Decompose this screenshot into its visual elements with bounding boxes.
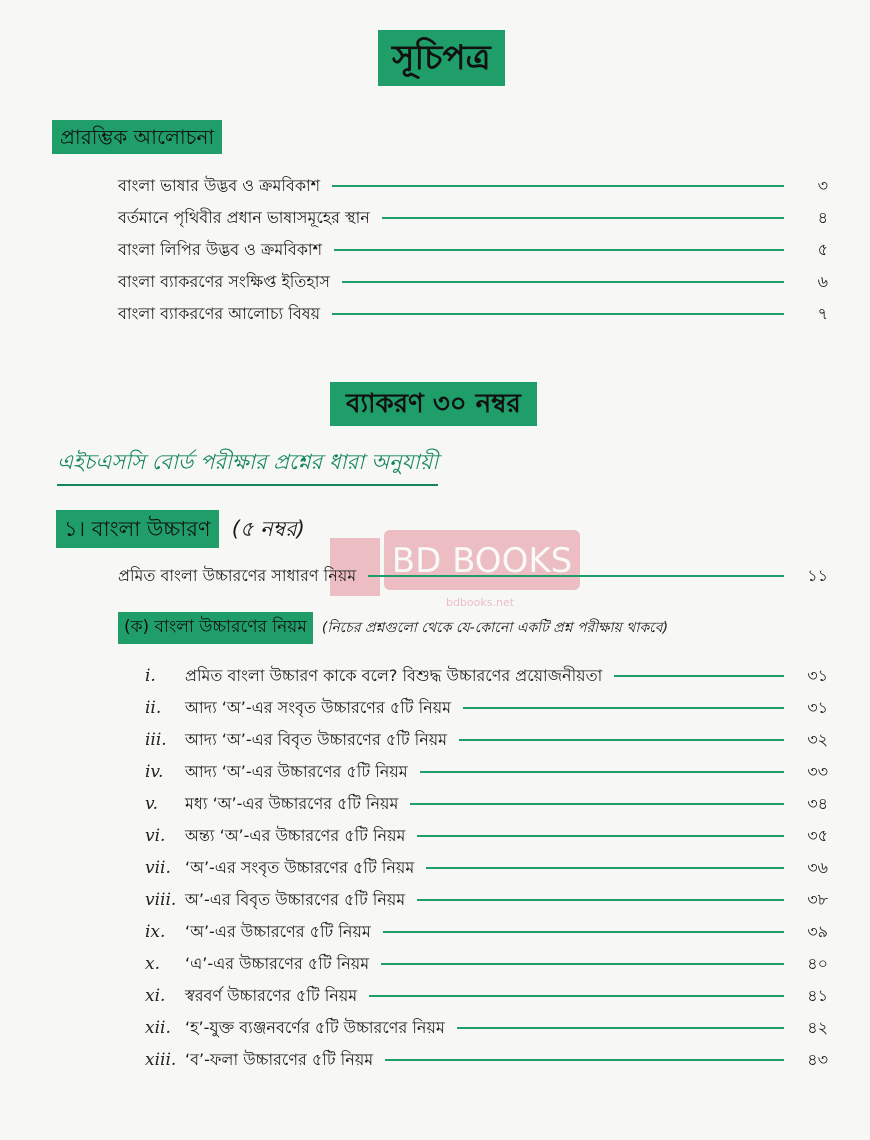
exam-pattern-subtitle: এইচএসসি বোর্ড পরীক্ষার প্রশ্নের ধারা অনুযায়ী [57, 446, 438, 486]
page-number: ৩৬ [807, 857, 828, 877]
toc-subentry[interactable] [145, 662, 828, 690]
watermark-site: bdbooks.net [445, 596, 515, 609]
toc-subentry[interactable] [145, 758, 828, 786]
item-numeral: xiii. [145, 1050, 177, 1070]
toc-subentry[interactable] [145, 886, 828, 914]
subsection-header [118, 612, 668, 644]
toc-entry-text: প্রমিত বাংলা উচ্চারণ কাকে বলে? বিশুদ্ধ উচ্চারণের প্রয়োজনীয়তা [185, 665, 603, 685]
page-number: ৬ [817, 271, 828, 291]
toc-entry-text: বর্তমানে পৃথিবীর প্রধান ভাষাসমূহের স্থান [118, 207, 370, 227]
page-number: ১১ [807, 565, 828, 585]
toc-entry-text: মধ্য ‘অ’-এর উচ্চারণের ৫টি নিয়ম [185, 793, 399, 813]
item-numeral: ii. [145, 698, 162, 718]
toc-subentry[interactable] [145, 694, 828, 722]
page-number: ৪৩ [807, 1049, 828, 1069]
section-1-label: ১। বাংলা উচ্চারণ [56, 510, 219, 548]
toc-entry-text: স্বরবর্ণ উচ্চারণের ৫টি নিয়ম [185, 985, 358, 1005]
toc-subentry[interactable] [145, 726, 828, 754]
toc-entry[interactable] [118, 562, 828, 590]
subsection-note: (নিচের প্রশ্নগুলো থেকে যে-কোনো একটি প্রশ্ন পরীক্ষায় থাকবে) [321, 620, 669, 636]
toc-entry[interactable] [118, 268, 828, 296]
toc-subentry[interactable] [145, 1014, 828, 1042]
toc-entry-text: আদ্য ‘অ’-এর সংবৃত উচ্চারণের ৫টি নিয়ম [185, 697, 452, 717]
toc-entry-text: অন্ত্য ‘অ’-এর উচ্চারণের ৫টি নিয়ম [185, 825, 406, 845]
toc-entry-text: ‘অ’-এর সংবৃত উচ্চারণের ৫টি নিয়ম [185, 857, 415, 877]
toc-entry-text: ‘এ’-এর উচ্চারণের ৫টি নিয়ম [185, 953, 370, 973]
page-number: ৪২ [807, 1017, 828, 1037]
item-numeral: ix. [145, 922, 166, 942]
leader-line [459, 739, 784, 741]
subsection-label: (ক) বাংলা উচ্চারণের নিয়ম [118, 612, 313, 644]
toc-entry[interactable] [118, 300, 828, 328]
item-numeral: viii. [145, 890, 177, 910]
item-numeral: x. [145, 954, 160, 974]
page-number: ৩৩ [807, 761, 828, 781]
toc-subentry[interactable] [145, 822, 828, 850]
leader-line [382, 217, 784, 219]
leader-line [369, 995, 784, 997]
item-numeral: v. [145, 794, 158, 814]
item-numeral: i. [145, 666, 156, 686]
toc-entry[interactable] [118, 236, 828, 264]
page-number: ৩৯ [807, 921, 828, 941]
item-numeral: vi. [145, 826, 166, 846]
leader-line [417, 899, 784, 901]
item-numeral: xi. [145, 986, 166, 1006]
page-number: ৪ [817, 207, 828, 227]
toc-entry-text: আদ্য ‘অ’-এর বিবৃত উচ্চারণের ৫টি নিয়ম [185, 729, 448, 749]
page-number: ৫ [817, 239, 828, 259]
toc-entry[interactable] [118, 172, 828, 200]
intro-heading: প্রারম্ভিক আলোচনা [52, 120, 222, 154]
page-number: ৩১ [807, 697, 828, 717]
leader-line [332, 313, 784, 315]
leader-line [381, 963, 784, 965]
page-number: ৩২ [807, 729, 828, 749]
item-numeral: vii. [145, 858, 171, 878]
leader-line [383, 931, 784, 933]
leader-line [417, 835, 784, 837]
toc-subentry[interactable] [145, 854, 828, 882]
leader-line [420, 771, 784, 773]
leader-line [368, 575, 784, 577]
page-number: ৪১ [807, 985, 828, 1005]
leader-line [334, 249, 784, 251]
toc-subentry[interactable] [145, 982, 828, 1010]
toc-entry-text: বাংলা ব্যাকরণের সংক্ষিপ্ত ইতিহাস [118, 271, 331, 291]
section-1-marks: (৫ নম্বর) [231, 517, 305, 541]
page-title: সূচিপত্র [378, 30, 505, 86]
toc-entry[interactable] [118, 204, 828, 232]
page-number: ৩১ [807, 665, 828, 685]
toc-entry-text: আদ্য ‘অ’-এর উচ্চারণের ৫টি নিয়ম [185, 761, 408, 781]
toc-entry-text: ‘হ’-যুক্ত ব্যঞ্জনবর্ণের ৫টি উচ্চারণের নিয়ম [185, 1017, 445, 1037]
toc-subentry[interactable] [145, 1046, 828, 1074]
toc-entry-text: ‘ব’-ফলা উচ্চারণের ৫টি নিয়ম [185, 1049, 374, 1069]
leader-line [614, 675, 784, 677]
toc-subentry[interactable] [145, 790, 828, 818]
toc-subentry[interactable] [145, 918, 828, 946]
toc-entry-text: বাংলা লিপির উদ্ভব ও ক্রমবিকাশ [118, 239, 323, 259]
watermark-brand: BD BOOKS [391, 541, 573, 581]
toc-entry-text: ‘অ’-এর উচ্চারণের ৫টি নিয়ম [185, 921, 371, 941]
item-numeral: xii. [145, 1018, 171, 1038]
grammar-heading: ব্যাকরণ ৩০ নম্বর [330, 382, 537, 426]
leader-line [385, 1059, 784, 1061]
leader-line [332, 185, 784, 187]
leader-line [342, 281, 784, 283]
page-number: ৩ [817, 175, 828, 195]
leader-line [463, 707, 784, 709]
leader-line [457, 1027, 784, 1029]
toc-entry-text: অ’-এর বিবৃত উচ্চারণের ৫টি নিয়ম [185, 889, 406, 909]
page-number: ৩৮ [807, 889, 828, 909]
toc-entry-text: বাংলা ভাষার উদ্ভব ও ক্রমবিকাশ [118, 175, 321, 195]
leader-line [426, 867, 784, 869]
page-number: ৭ [817, 303, 828, 323]
toc-entry-text: বাংলা ব্যাকরণের আলোচ্য বিষয় [118, 303, 320, 323]
page-number: ৩৫ [807, 825, 828, 845]
item-numeral: iii. [145, 730, 167, 750]
leader-line [410, 803, 784, 805]
section-1-header [56, 510, 305, 548]
page-number: ৩৪ [807, 793, 828, 813]
toc-entry-text: প্রমিত বাংলা উচ্চারণের সাধারণ নিয়ম [118, 565, 357, 585]
item-numeral: iv. [145, 762, 164, 782]
page-number: ৪০ [807, 953, 828, 973]
toc-subentry[interactable] [145, 950, 828, 978]
